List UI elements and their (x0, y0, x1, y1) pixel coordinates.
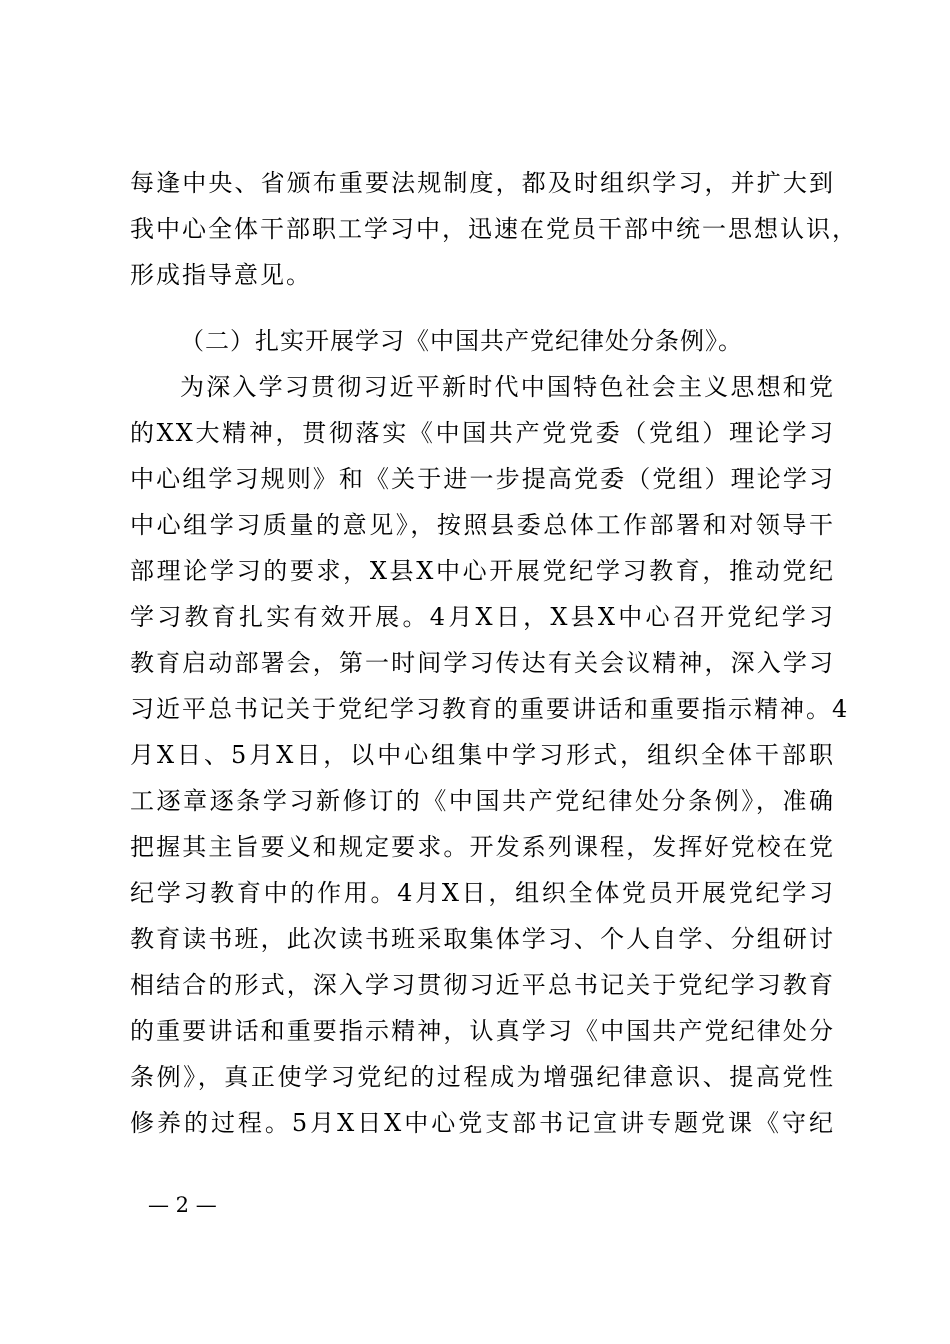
paragraph-body (130, 364, 850, 1146)
paragraph-line: 修养的过程。5月X日X中心党支部书记宣讲专题党课《守纪 (130, 1109, 835, 1137)
paragraph-line: 教育读书班，此次读书班采取集体学习、个人自学、分组研讨 (130, 925, 835, 953)
page-number: — 2 — (148, 1193, 217, 1217)
paragraph-line: 教育启动部署会，第一时间学习传达有关会议精神，深入学习 (130, 649, 835, 677)
paragraph-line: 中心组学习质量的意见》，按照县委总体工作部署和对领导干 (130, 511, 835, 539)
paragraph-line: 的重要讲话和重要指示精神，认真学习《中国共产党纪律处分 (130, 1017, 835, 1045)
paragraph-line: 部理论学习的要求，X县X中心开展党纪学习教育，推动党纪 (130, 557, 835, 585)
paragraph-line: 相结合的形式，深入学习贯彻习近平总书记关于党纪学习教育 (130, 971, 835, 999)
paragraph-line: 把握其主旨要义和规定要求。开发系列课程，发挥好党校在党 (130, 833, 835, 861)
paragraph-line: 月X日、5月X日，以中心组集中学习形式，组织全体干部职 (130, 741, 835, 769)
paragraph-line: 为深入学习贯彻习近平新时代中国特色社会主义思想和党 (180, 373, 835, 401)
paragraph-line: 学习教育扎实有效开展。4月X日，X县X中心召开党纪学习 (130, 603, 835, 631)
paragraph-line: 纪学习教育中的作用。4月X日，组织全体党员开展党纪学习 (130, 879, 835, 907)
paragraph-line: 条例》，真正使学习党纪的过程成为增强纪律意识、提高党性 (130, 1063, 835, 1091)
paragraph-line: 形成指导意见。 (130, 261, 312, 289)
paragraph-line: 我中心全体干部职工学习中，迅速在党员干部中统一思想认识， (130, 215, 858, 243)
paragraph-line: 的XX大精神，贯彻落实《中国共产党党委（党组）理论学习 (130, 419, 835, 447)
paragraph-line: 中心组学习规则》和《关于进一步提高党委（党组）理论学习 (130, 465, 835, 493)
paragraph-continued (130, 160, 858, 298)
paragraph-line: 习近平总书记关于党纪学习教育的重要讲话和重要指示精神。4 (130, 695, 850, 723)
paragraph-line: 每逢中央、省颁布重要法规制度，都及时组织学习，并扩大到 (130, 169, 835, 197)
section-heading: （二）扎实开展学习《中国共产党纪律处分条例》。 (180, 327, 743, 355)
paragraph-line: 工逐章逐条学习新修订的《中国共产党纪律处分条例》，准确 (130, 787, 835, 815)
